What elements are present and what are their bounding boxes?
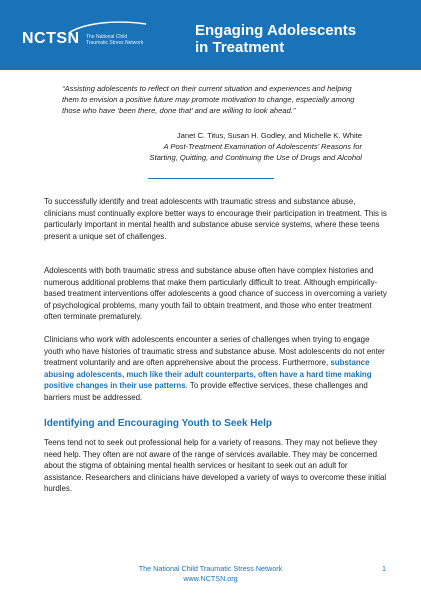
logo-sub-line-1: The National Child [86,34,128,40]
quote-attribution [100,130,362,163]
paragraph-3-end: . To provide effective services, these challenges and barriers must be addressed. [44,381,368,402]
section-heading: Identifying and Encouraging Youth to Seek Help [44,418,272,429]
title-line-1: Engaging Adolescents [195,22,357,39]
logo-swoosh-icon [68,20,148,34]
quote-authors: Janet C. Titus, Susan H. Godley, and Michelle K. White [176,131,362,140]
logo-subtitle [86,34,166,46]
page-number: 1 [382,564,386,573]
nctsn-logo [22,30,144,48]
paragraph-2: Adolescents with both traumatic stress and substance abuse often have complex histories and numerous additional problems that make them particularly difficult to treat. Although empirically-based treatment interventions offer adolescents a good chance of success in overcoming a variety of psychological problems, many youth fail to obtain treatment, and those who enter treatment often terminate prematurely. [44,266,387,321]
logo-text: NCTSN [22,30,80,47]
section-divider [148,178,274,179]
logo-sub-line-2: Traumatic Stress Network [86,40,144,46]
paragraph-3 [44,334,388,403]
header-banner [0,0,421,70]
quote-source-line-2: Starting, Quitting, and Continuing the Use of Drugs and Alcohol [149,153,362,162]
footer [0,564,421,584]
footer-org: The National Child Traumatic Stress Network [138,564,283,573]
paragraph-3-start: Clinicians who work with adolescents encounter a series of challenges when trying to engage youth who have histories of traumatic stress and substance abuse. Most adolescents do not enter treatment voluntarily and are often apprehensive about the process. Furthermore, [44,335,385,367]
footer-url[interactable]: www.NCTSN.org [183,574,238,583]
pull-quote: “Assisting adolescents to reflect on their current situation and experiences and helping them to envision a positive future may promote motivation to change, especially among those who have ‘been there, done that’ and are willing to look ahead.” [62,84,355,115]
title-line-2: in Treatment [195,39,285,56]
paragraph-3-highlight: substance abusing adolescents, much like their adult counterparts, often have a hard time making positive changes in their use patterns [44,358,372,390]
paragraph-4: Teens tend not to seek out professional help for a variety of reasons. They may not believe they need help. They often are not aware of the range of services available. They may be concerned about the stigma of obtaining mental health services or hesitant to seek out an adult for assistance. Researchers and clinicians have developed a variety of ways to overcome these initial hurdles. [44,438,387,493]
document-title [195,22,356,56]
quote-source-line-1: A Post-Treatment Examination of Adolescents’ Reasons for [163,142,362,151]
paragraph-1: To successfully identify and treat adolescents with traumatic stress and substance abuse, clinicians must continually explore better ways to encourage their participation in treatment. This is particularly important in mental health and substance abuse service systems, where these teens present a unique set of challenges. [44,197,387,241]
